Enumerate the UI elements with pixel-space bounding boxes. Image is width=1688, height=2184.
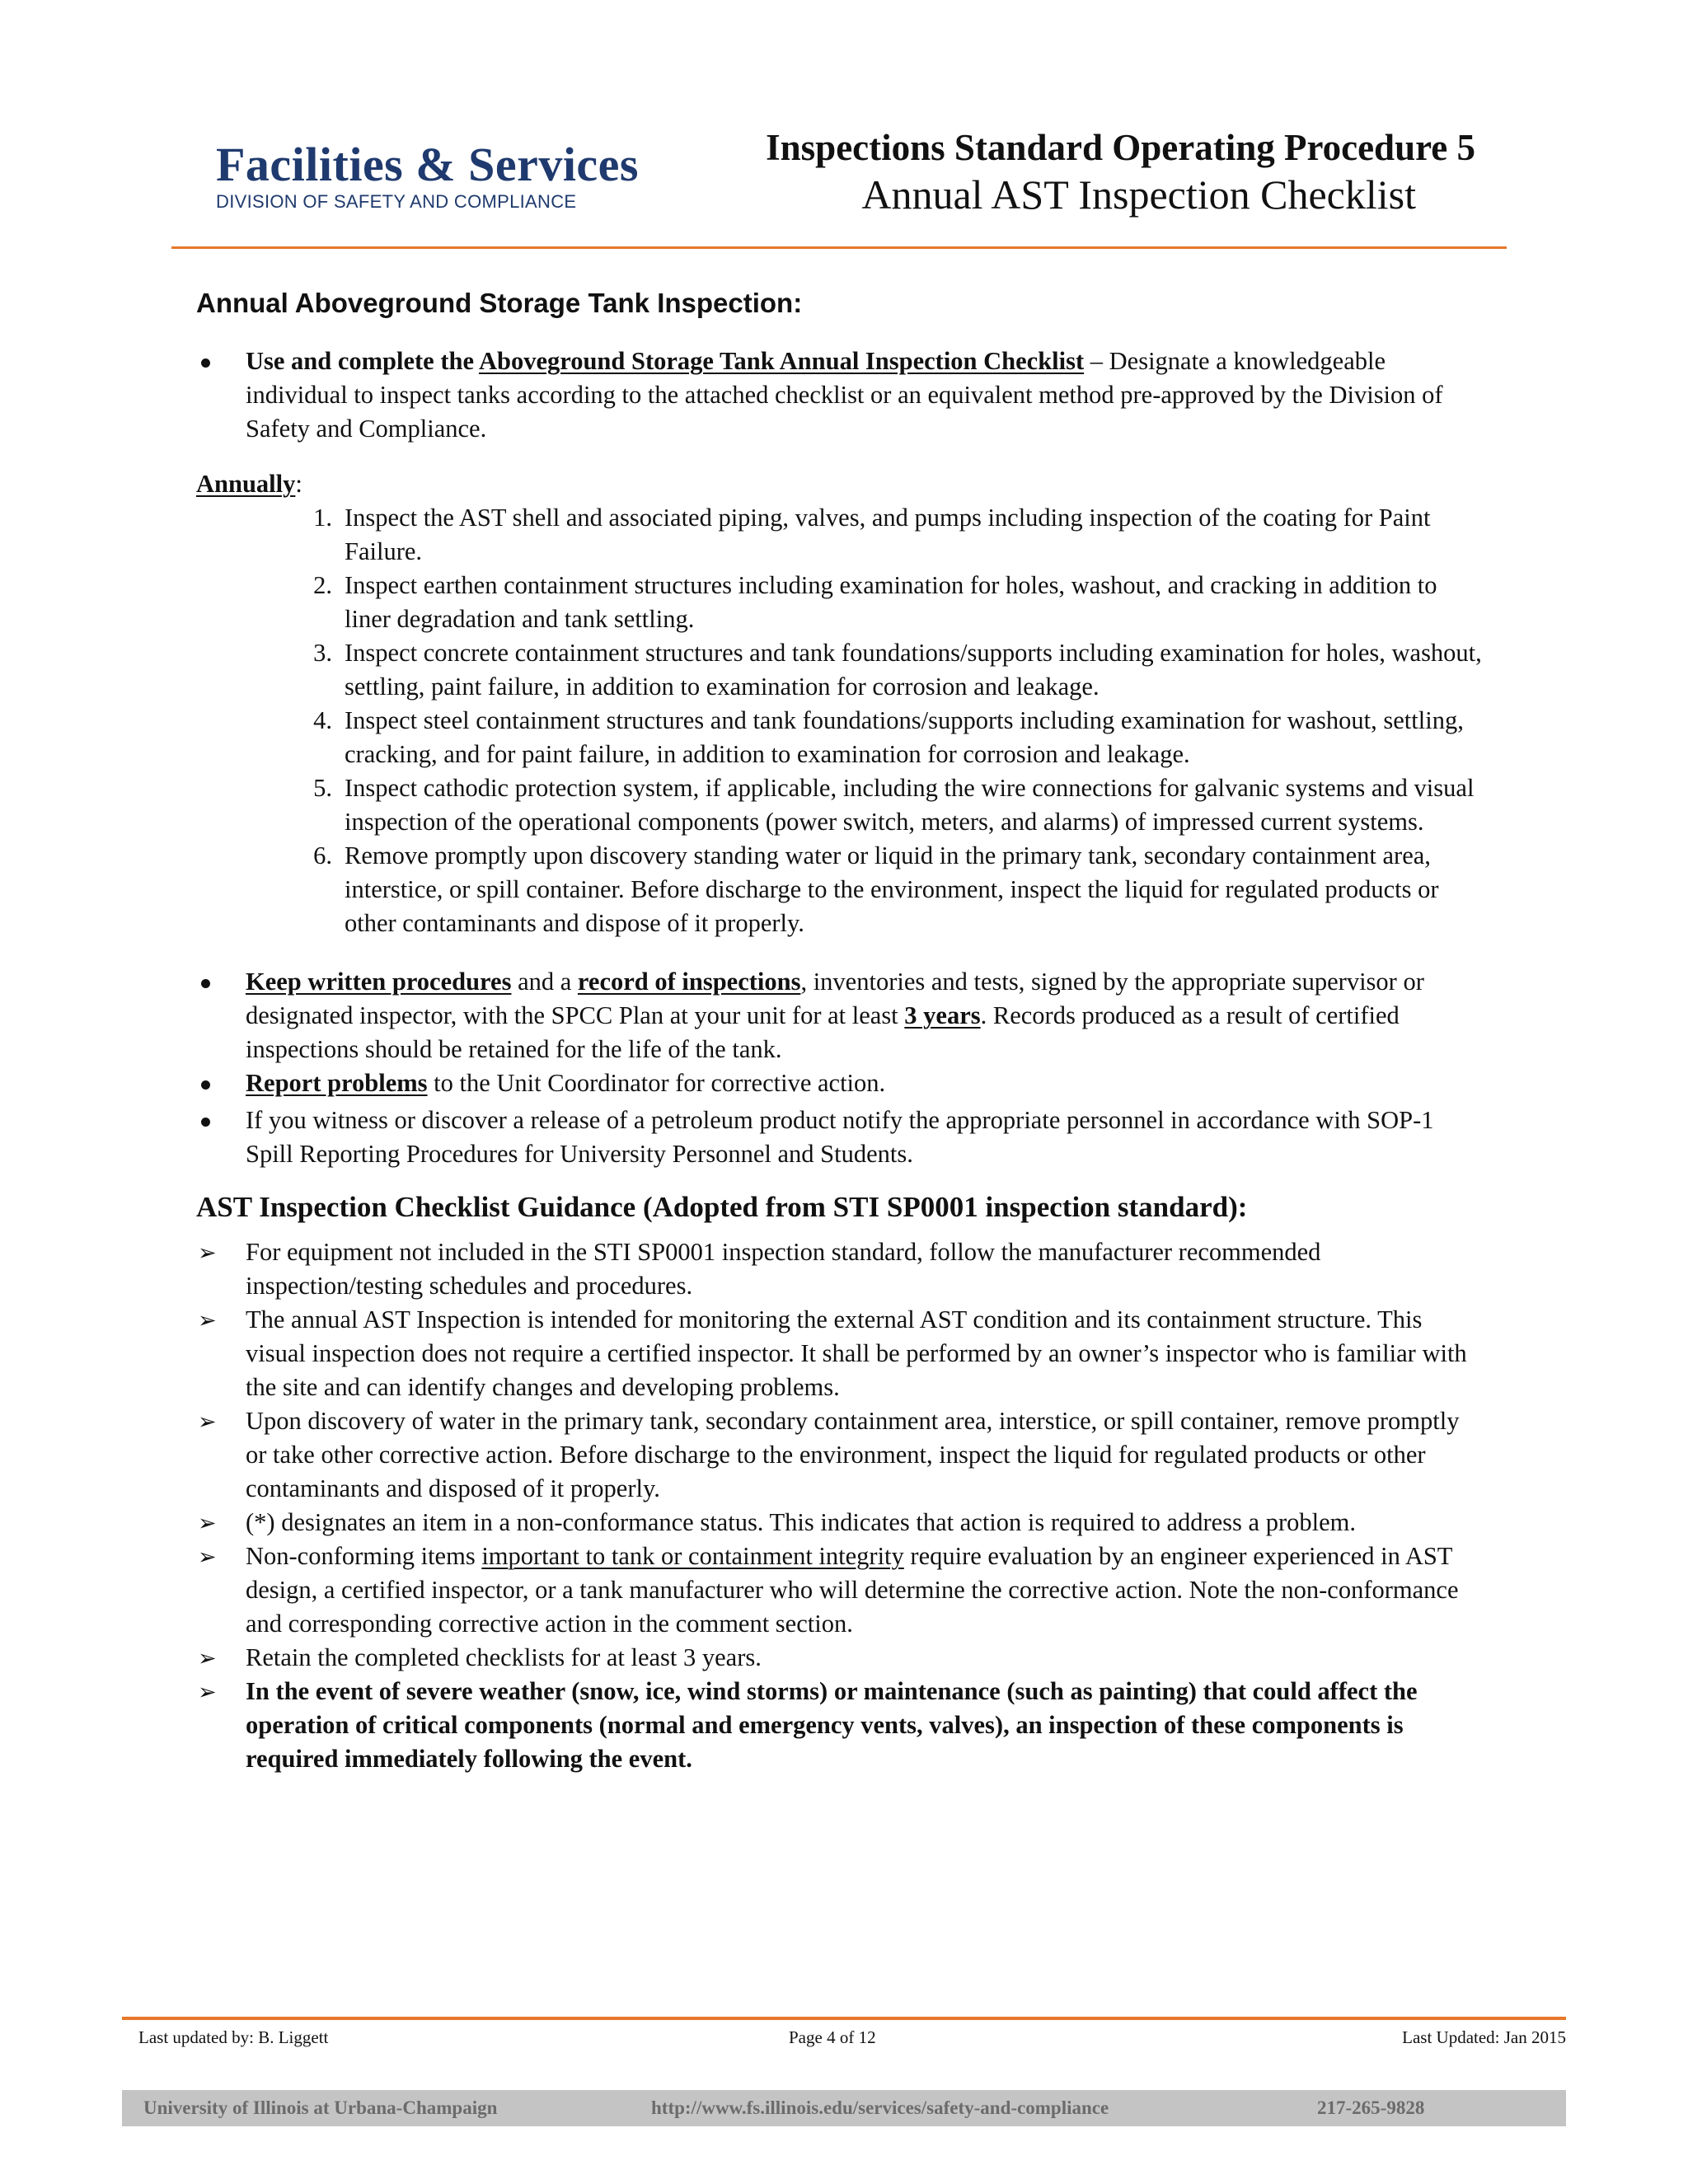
- document-subtitle: Annual AST Inspection Checklist: [861, 171, 1416, 218]
- footer-updated-by: Last updated by: B. Liggett: [138, 2027, 329, 2047]
- guidance-text: require evaluation by an engineer experienced in AST design, a certified inspector, or a tank manufacturer who will determine the corrective action. Note the non-conformance and corresponding corrective action in the comment section.: [246, 1542, 1459, 1638]
- guidance-item: [196, 1404, 1482, 1506]
- footer-last-updated: Last Updated: Jan 2015: [1402, 2027, 1566, 2047]
- arrow-bullet-icon: [198, 1303, 223, 1338]
- list-item: [299, 636, 1482, 704]
- arrow-bullet-icon: [198, 1540, 223, 1574]
- guidance-item: [196, 1303, 1482, 1404]
- arrow-bullet-icon: [198, 1404, 223, 1439]
- list-item-text: Remove promptly upon discovery standing water or liquid in the primary tank, secondary containment area, interstice, or spill container. Before discharge to the environment, inspect the liquid for regulated products or other contaminants and dispose of it properly.: [345, 841, 1439, 937]
- list-item-text: Inspect earthen containment structures including examination for holes, washout, and cracking in addition to liner degradation and tank settling.: [345, 571, 1437, 633]
- guidance-item: [196, 1675, 1482, 1776]
- list-item: [299, 704, 1482, 771]
- annually-colon: :: [295, 470, 302, 498]
- list-item-number: 4.: [313, 706, 332, 734]
- bullet-text: , inventories and tests, signed by the appropriate supervisor or designated inspector, with the SPCC Plan at your unit for at least: [246, 968, 1424, 1029]
- bullet-release-notify: [196, 1104, 1482, 1171]
- checklist-title-link: Aboveground Storage Tank Annual Inspection Checklist: [478, 347, 1085, 375]
- document-body: [196, 344, 1482, 1776]
- keep-procedures-text: Keep written procedures: [246, 968, 512, 996]
- guidance-item: [196, 1540, 1482, 1641]
- footer-page-number: Page 4 of 12: [789, 2027, 876, 2047]
- list-item-number: 5.: [313, 774, 332, 802]
- bullet-lead-text: Use and complete the: [246, 347, 479, 375]
- list-item: [299, 839, 1482, 940]
- arrow-bullet-icon: [198, 1506, 223, 1540]
- list-item: [299, 771, 1482, 839]
- list-item-number: 6.: [313, 841, 332, 869]
- bullet-text: – Designate a knowledgeable individual to inspect tanks according to the attached checklist or an equivalent method pre-approved by the Division of Safety and Compliance.: [246, 347, 1443, 443]
- annual-items-list: [196, 501, 1482, 940]
- arrow-bullet-icon: [198, 1235, 223, 1270]
- guidance-text: Non-conforming items: [246, 1542, 482, 1570]
- integrity-emphasis-text: important to tank or containment integrity: [481, 1542, 904, 1570]
- list-item-text: Inspect the AST shell and associated piping, valves, and pumps including inspection of the coating for Paint Failure.: [345, 504, 1431, 565]
- bullet-text: and a: [511, 968, 578, 996]
- header-divider: [171, 246, 1507, 249]
- logo-main-text: Facilities & Services: [216, 138, 639, 191]
- list-item: [299, 569, 1482, 636]
- list-item-number: 1.: [313, 504, 332, 532]
- annually-label: Annually: [196, 470, 296, 498]
- arrow-bullet-icon: [198, 1641, 223, 1675]
- bullet-report-problems: [196, 1066, 1482, 1100]
- document-title: Inspections Standard Operating Procedure 5: [766, 127, 1475, 168]
- list-item-text: Inspect steel containment structures and tank foundations/supports including examination for washout, settling, cracking, and for paint failure, in addition to examination for corrosion and leakage.: [345, 706, 1464, 768]
- footer-university: University of Illinois at Urbana-Champaign: [143, 2097, 498, 2118]
- guidance-item: [196, 1235, 1482, 1303]
- footer-phone: 217-265-9828: [1317, 2097, 1425, 2118]
- bullet-use-checklist: [196, 344, 1482, 446]
- retention-period-text: 3 years: [904, 1001, 981, 1029]
- bullet-keep-records: [196, 965, 1482, 1066]
- guidance-text: For equipment not included in the STI SP0001 inspection standard, follow the manufacturer recommended inspection/testing schedules and procedures.: [246, 1238, 1321, 1300]
- list-item: [299, 501, 1482, 569]
- guidance-text: The annual AST Inspection is intended for monitoring the external AST condition and its containment structure. This visual inspection does not require a certified inspector. It shall be performed by an owner’s inspector who is familiar with the site and can identify changes and developing problems.: [246, 1305, 1467, 1401]
- bullet-text: . Records produced as a result of certified inspections should be retained for the life of the tank.: [246, 1001, 1400, 1063]
- list-item-number: 2.: [313, 571, 332, 599]
- bullet-text: If you witness or discover a release of a petroleum product notify the appropriate personnel in accordance with SOP-1 Spill Reporting Procedures for University Personnel and Students.: [246, 1106, 1434, 1168]
- facilities-services-logo: [216, 138, 678, 221]
- section-heading-guidance: AST Inspection Checklist Guidance (Adopted from STI SP0001 inspection standard):: [196, 1191, 1248, 1223]
- footer-info-bar: [122, 2090, 1566, 2126]
- list-item-text: Inspect cathodic protection system, if applicable, including the wire connections for galvanic systems and visual inspection of the operational components (power switch, meters, and alarms) of impressed current systems.: [345, 774, 1475, 836]
- guidance-text: Upon discovery of water in the primary tank, secondary containment area, interstice, or spill container, remove promptly or take other corrective action. Before discharge to the environment, inspect the liquid for regulated products or other contaminants and disposed of it properly.: [246, 1407, 1460, 1502]
- guidance-text: (*) designates an item in a non-conformance status. This indicates that action is required to address a problem.: [246, 1508, 1356, 1536]
- list-item-text: Inspect concrete containment structures and tank foundations/supports including examination for holes, washout, settling, paint failure, in addition to examination for corrosion and leakage.: [345, 639, 1482, 701]
- guidance-text: Retain the completed checklists for at least 3 years.: [246, 1643, 762, 1671]
- logo-sub-text: DIVISION OF SAFETY AND COMPLIANCE: [216, 191, 577, 212]
- report-problems-text: Report problems: [246, 1069, 428, 1097]
- footer-url: http://www.fs.illinois.edu/services/safety-and-compliance: [651, 2097, 1109, 2118]
- guidance-item: [196, 1506, 1482, 1540]
- record-inspections-text: record of inspections: [577, 968, 801, 996]
- section-heading-annual-inspection: Annual Aboveground Storage Tank Inspection:: [196, 288, 803, 318]
- list-item-number: 3.: [313, 639, 332, 667]
- arrow-bullet-icon: [198, 1675, 223, 1709]
- footer-divider: [122, 2017, 1566, 2020]
- guidance-item: [196, 1641, 1482, 1675]
- bullet-text: to the Unit Coordinator for corrective action.: [427, 1069, 886, 1097]
- annually-label-line: [196, 467, 1482, 501]
- severe-weather-text: In the event of severe weather (snow, ice, wind storms) or maintenance (such as painting) that could affect the operation of critical components (normal and emergency vents, valves), an inspection of these components is required immediately following the event.: [246, 1677, 1418, 1773]
